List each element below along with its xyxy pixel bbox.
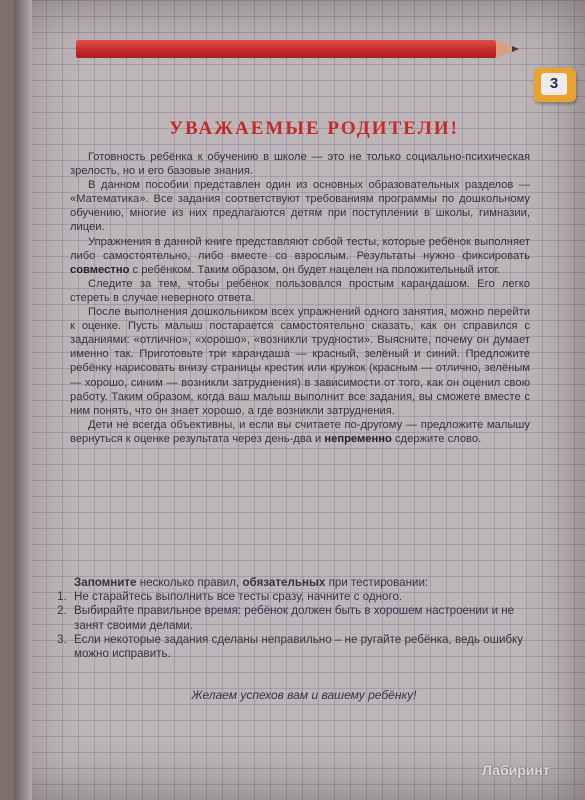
rules-intro-bold-2: обязательных bbox=[242, 576, 326, 589]
paragraph-3-text-a: Упражнения в данной книге представляют собой тесты, которые ребёнок выполняет либо самостоятельно, либо вместе со взрослым. Результаты нужно фиксировать bbox=[70, 235, 530, 262]
rules-intro-mid: несколько правил, bbox=[136, 576, 243, 589]
rules-intro bbox=[52, 576, 530, 590]
page-number-badge bbox=[534, 68, 576, 102]
paragraph-6 bbox=[70, 418, 530, 446]
rule-item: 1. Не старайтесь выполнить все тесты сразу, начните с одного. bbox=[70, 590, 530, 604]
paragraph-4: Следите за тем, чтобы ребёнок пользовался простым карандашом. Его легко стереть в случае неверного ответа. bbox=[70, 277, 530, 304]
pencil-lead-decoration bbox=[512, 46, 519, 52]
rules-intro-bold-1: Запомните bbox=[74, 576, 137, 589]
rule-item: 2. Выбирайте правильное время: ребёнок должен быть в хорошем настроении и не занят своими делами. bbox=[70, 604, 530, 632]
paragraph-3-emphasis: совместно bbox=[70, 263, 130, 276]
farewell-text: Желаем успехов вам и вашему ребёнку! bbox=[191, 688, 417, 702]
intro-text bbox=[70, 150, 530, 446]
page-gutter bbox=[14, 0, 32, 800]
paragraph-3-text-b: с ребёнком. Таким образом, он будет нацелен на положительный итог. bbox=[129, 263, 501, 276]
rules-intro-end: при тестировании: bbox=[325, 576, 429, 589]
paragraph-6-emphasis: непременно bbox=[324, 432, 392, 445]
paragraph-3 bbox=[70, 235, 530, 277]
paragraph-1: Готовность ребёнка к обучению в школе — это не только социально-психическая зрелость, но и его базовые знания. bbox=[70, 151, 530, 178]
paragraph-6-text-b: сдержите слово. bbox=[391, 432, 482, 445]
paragraph-5: После выполнения дошкольником всех упражнений одного занятия, можно перейти к оценке. Пусть малыш постарается самостоятельно сказать, как он справился с заданиями: «отлично», «хорошо», «возникли трудности». Выясните, почему он думает именно так. Приготовьте три карандаша — красный, зелёный и синий. Предложите ребёнку нарисовать внизу страницы крестик или кружок (красным — отлично, зелёным — хорошо, синим — возникли затруднения) в зависимости от того, как он оценил свою работу. Таким образом, когда ваш малыш выполнит все задания, вы сможете вместе с ним понять, что он знает хорошо, а где возникли затруднения. bbox=[70, 306, 530, 417]
rule-item: 3. Если некоторые задания сделаны неправильно – не ругайте ребёнка, ведь ошибку можно исправить. bbox=[70, 633, 530, 661]
watermark-logo: Лабиринт bbox=[482, 762, 550, 778]
paragraph-6-text-a: Дети не всегда объективны, и если вы считаете по-другому — предложите малышу вернуться к оценке результата через день-два и bbox=[70, 418, 530, 445]
page-title: УВАЖАЕМЫЕ РОДИТЕЛИ! bbox=[169, 118, 459, 139]
paragraph-2: В данном пособии представлен один из основных образовательных разделов — «Математика». Все задания соответствуют требованиям программы по дошкольному обучению, многие из них предлагаются детям при поступлении в школы, гимназии, лицеи. bbox=[70, 179, 530, 234]
pencil-decoration bbox=[76, 40, 496, 58]
rules-section bbox=[52, 576, 530, 661]
page-number: 3 bbox=[541, 73, 567, 95]
rules-list bbox=[52, 590, 530, 661]
book-page bbox=[14, 0, 585, 800]
